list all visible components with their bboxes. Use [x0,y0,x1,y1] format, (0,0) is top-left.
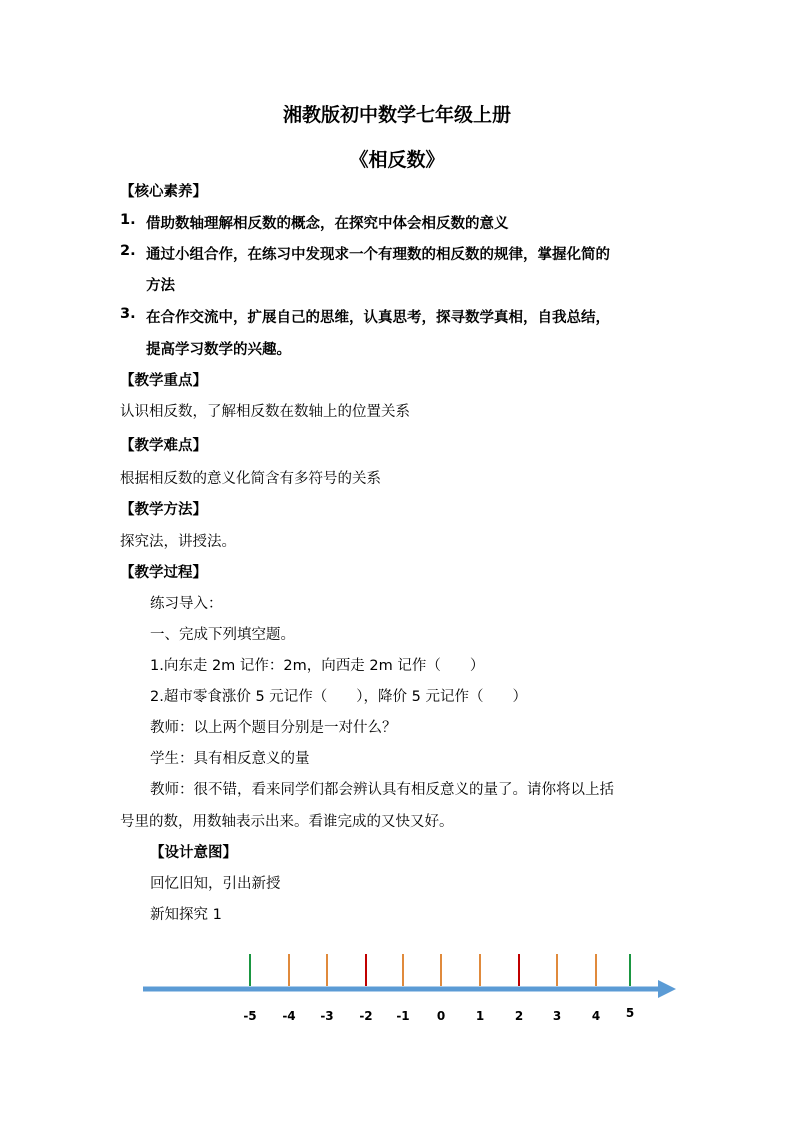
doc-title: 湘教版初中数学七年级上册 [282,104,511,126]
core-item-2-text: 通过小组合作，在练习中发现求一个有理数的相反数的规律，掌握化简的 [146,247,610,263]
explore-text: 新知探究 1 [150,907,222,923]
tick-label-0: 0 [436,1009,446,1023]
process-line-5: 教师：以上两个题目分别是一对什么？ [150,720,397,736]
number-line [0,940,794,1040]
number-line-arrow [658,980,676,998]
tick-label-1: 1 [475,1009,485,1023]
process-line-2: 一、完成下列填空题。 [150,627,295,643]
process-line-4: 2.超市零食涨价 5 元记作（ ），降价 5 元记作（ ） [150,689,527,705]
key-point-text: 认识相反数，了解相反数在数轴上的位置关系 [120,404,410,420]
core-item-2-num: 2. [120,243,136,259]
tick-label-3: 3 [552,1009,562,1023]
tick-label--4: -4 [282,1009,296,1023]
core-item-3-num: 3. [120,306,136,322]
tick-label-5: 5 [625,1006,635,1020]
section-key-header: 【教学重点】 [120,373,207,389]
core-item-3-text-cont: 提高学习数学的兴趣。 [146,342,291,358]
process-line-7-cont: 号里的数，用数轴表示出来。看谁完成的又快又好。 [120,814,454,830]
core-item-2-text-cont: 方法 [146,278,175,294]
difficulty-text: 根据相反数的意义化简含有多符号的关系 [120,471,381,487]
core-item-3-text: 在合作交流中，扩展自己的思维，认真思考，探寻数学真相，自我总结， [146,310,610,326]
process-line-6: 学生：具有相反意义的量 [150,751,310,767]
method-text: 探究法，讲授法。 [120,534,236,550]
tick-label-2: 2 [514,1009,524,1023]
design-text: 回忆旧知，引出新授 [150,876,281,892]
tick-label--5: -5 [243,1009,257,1023]
section-difficulty-header: 【教学难点】 [120,438,207,454]
section-process-header: 【教学过程】 [120,565,207,581]
core-item-1-text: 借助数轴理解相反数的概念，在探究中体会相反数的意义 [146,216,509,232]
tick-label--1: -1 [396,1009,410,1023]
doc-subtitle: 《相反数》 [349,149,445,171]
process-line-1: 练习导入： [150,596,223,612]
design-header: 【设计意图】 [150,845,237,861]
tick-label--2: -2 [359,1009,373,1023]
section-method-header: 【教学方法】 [120,502,207,518]
section-core-header: 【核心素养】 [120,184,207,200]
process-line-3: 1.向东走 2m 记作：2m，向西走 2m 记作（ ） [150,658,485,674]
tick-label--3: -3 [320,1009,334,1023]
process-line-7: 教师：很不错，看来同学们都会辨认具有相反意义的量了。请你将以上括 [150,782,614,798]
tick-label-4: 4 [591,1009,601,1023]
core-item-1-num: 1. [120,212,136,228]
